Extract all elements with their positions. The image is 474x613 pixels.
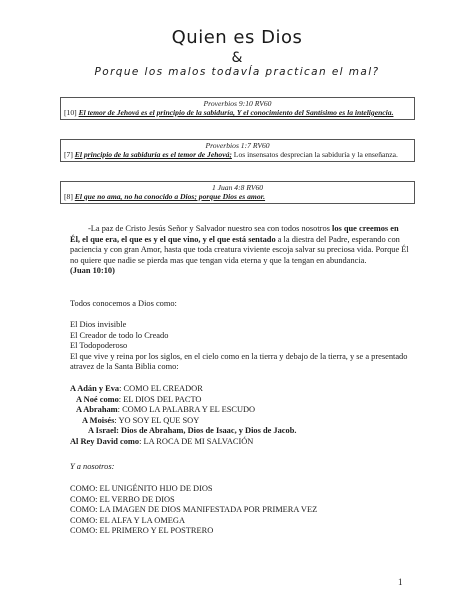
verse-bold-text: El temor de Jehová es el principio de la sabiduría, Y el conocimiento del Santísimo es la inteligencia. [78,108,394,117]
revelation-line [70,384,410,395]
revelation-title: LA ROCA DE MI SALVACIÓN [143,436,254,446]
verse-rest-text: Los insensatos desprecian la sabiduría y la enseñanza. [231,150,398,159]
reign-paragraph: El que vive y reina por los siglos, en el cielo como en la tierra y debajo de la tierra, y se a presentado atravez de la Santa Biblia como: [70,351,408,372]
verse-text [64,150,411,159]
page-subtitle: Porque los malos todavÍa practican el mal? [94,66,380,78]
verse-box-proverbios-1-7 [60,139,415,162]
verse-text [64,192,411,201]
name-item: El Todopoderoso [70,341,128,351]
revelation-recipient: Al Rey David como [70,436,140,446]
revelation-recipient: A Adán y Eva [70,384,120,393]
como-item: COMO: EL UNIGÉNITO HIJO DE DIOS [70,484,213,493]
revelations-list [70,384,410,448]
verse-bold-text: El principio de la sabiduría es el temor de Jehová; [74,150,232,159]
revelation-separator: : [114,415,119,425]
como-list [70,484,410,537]
verse-reference: Proverbios 9:10 RV60 [203,99,272,108]
names-list [70,320,410,373]
intro-bold-phrase: los que creemos en Él, el que era, el que es y el que vino, y el que está sentado [70,224,399,244]
page-title: Quien es Dios [171,27,303,48]
intro-rest: a la diestra del Padre, esperando con paciencia y con gran Amor, hasta que toda creatura viviente escoja salvar su preciosa vida. Porque Él no quiere que nadie se pierda mas que tengan vida eterna y que la tengan en abundancia. [70,234,409,265]
revelation-separator: : [116,426,122,436]
verse-text [64,108,411,117]
revelation-separator: : [118,394,124,404]
revelation-separator: : [139,436,144,446]
revelation-line [70,405,410,416]
verse-number: [10] [64,108,77,117]
verse-number: [7] [64,150,73,159]
revelation-recipient: A Abraham [76,405,118,415]
revelation-title: YO SOY EL QUE SOY [118,415,200,425]
to-us-line: Y a nosotros: [70,462,115,471]
name-item: El Dios invisible [70,320,127,329]
revelation-recipient: A Noé como [76,394,119,404]
intro-greeting: -La paz de Cristo Jesús Señor y Salvador nuestro sea con todos nosotros [88,224,330,233]
revelation-title: COMO EL CREADOR [123,384,203,393]
como-item: COMO: EL VERBO DE DIOS [70,494,175,504]
revelation-title: Dios de Abraham, Dios de Isaac, y Dios de Jacob. [121,426,297,436]
revelation-recipient: A Moisés [82,415,115,425]
revelation-line [70,395,410,406]
revelation-recipient: A Israel [88,426,117,436]
como-item: COMO: EL PRIMERO Y EL POSTRERO [70,526,214,536]
como-item: COMO: LA IMAGEN DE DIOS MANIFESTADA POR PRIMERA VEZ [70,505,318,515]
page-number: 1 [398,577,403,587]
verse-reference: 1 Juan 4:8 RV60 [211,183,264,192]
intro-paragraph [70,224,410,277]
verse-number: [8] [64,192,73,201]
title-ampersand: & [231,50,243,66]
revelation-title: COMO LA PALABRA Y EL ESCUDO [122,405,256,415]
revelation-title: EL DIOS DEL PACTO [123,394,202,404]
verse-box-1-juan-4-8 [60,181,415,204]
known-as-line: Todos conocemos a Dios como: [70,299,177,308]
name-item: El Creador de todo lo Creado [70,330,169,340]
intro-reference: (Juan 10:10) [70,266,115,276]
revelation-line [70,437,410,448]
verse-bold-text: El que no ama, no ha conocido a Dios; porque Dios es amor. [74,192,266,201]
verse-reference: Proverbios 1:7 RV60 [205,141,270,150]
como-item: COMO: EL ALFA Y LA OMEGA [70,515,185,525]
revelation-line [70,426,410,437]
revelation-separator: : [119,384,124,393]
revelation-separator: : [117,405,123,415]
verse-box-proverbios-9-10 [60,97,415,120]
revelation-line [70,416,410,427]
